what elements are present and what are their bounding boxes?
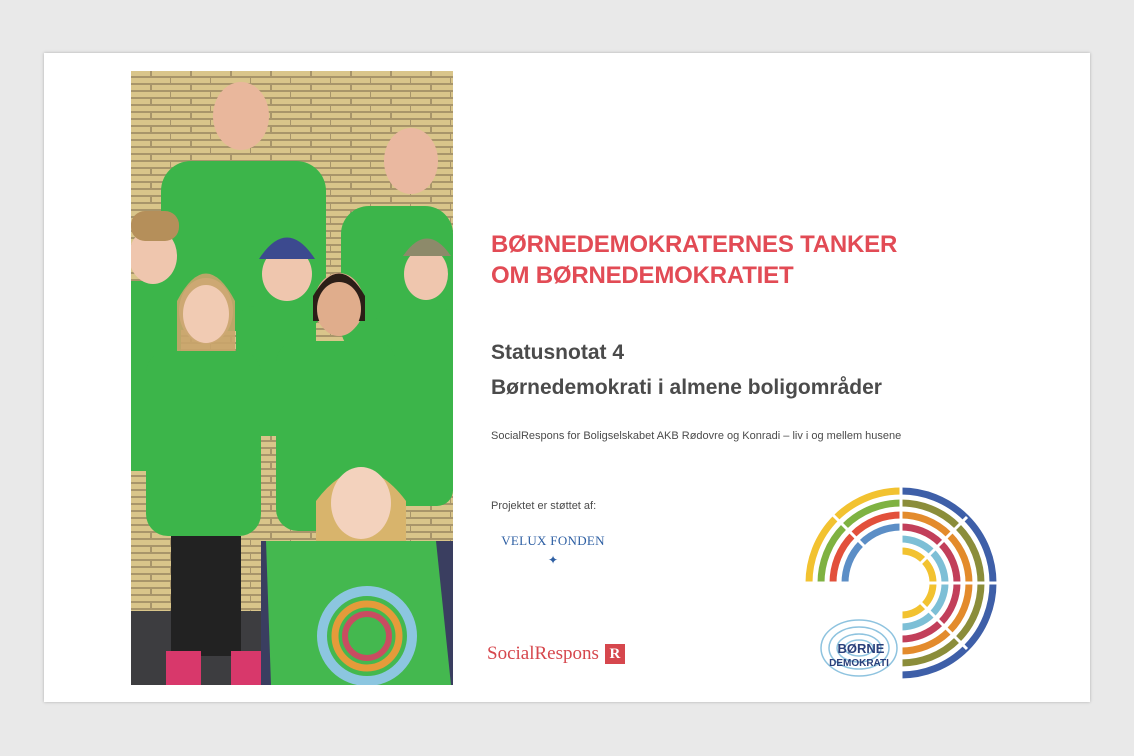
- title-line-1: BØRNEDEMOKRATERNES TANKER: [491, 231, 898, 258]
- support-label: Projektet er støttet af:: [491, 500, 597, 512]
- socialrespons-mark-icon: R: [605, 644, 625, 664]
- socialrespons-logo: [487, 643, 625, 665]
- document-page: [44, 53, 1090, 702]
- status-line-2: Børnedemokrati i almene boligområder: [491, 376, 882, 399]
- bornedemokrati-logo: [801, 483, 1001, 688]
- status-line-1: Statusnotat 4: [491, 341, 625, 364]
- status-heading: [491, 335, 1031, 405]
- bornedemokrati-line-1: BØRNE: [837, 641, 885, 656]
- velux-fonden-name: VELUX FONDEN: [501, 533, 605, 548]
- title-line-2: OM BØRNEDEMOKRATIET: [491, 262, 794, 289]
- tagline: SocialRespons for Boligselskabet AKB Rødovre og Konradi – liv i og mellem husene: [491, 430, 902, 442]
- velux-fonden-logo: [498, 533, 608, 567]
- cover-photo: [131, 71, 453, 685]
- document-title: [491, 229, 1011, 291]
- bornedemokrati-line-2: DEMOKRATI: [829, 658, 889, 669]
- velux-emblem-icon: ✦: [547, 553, 559, 567]
- socialrespons-name: SocialRespons: [487, 643, 599, 664]
